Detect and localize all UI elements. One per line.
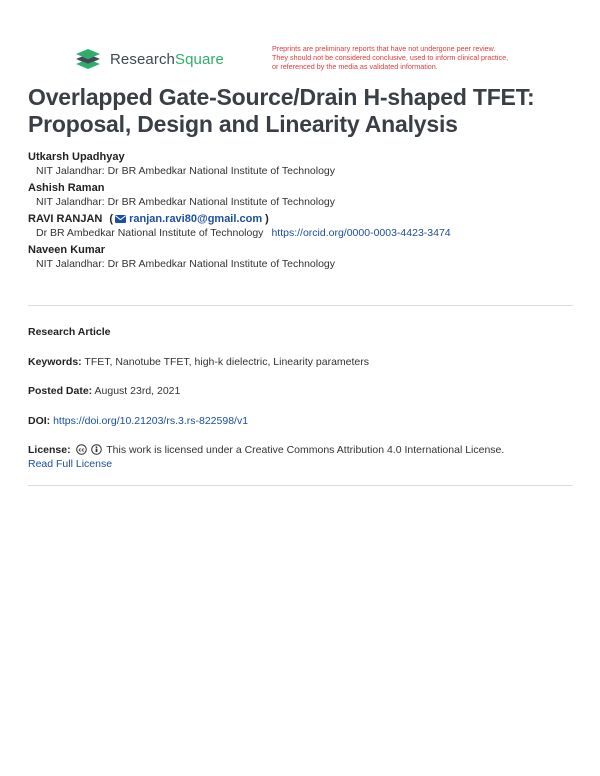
page-header (0, 0, 600, 80)
preprint-disclaimer (272, 44, 572, 71)
author-affiliation-row (28, 226, 576, 240)
license-row (28, 443, 576, 471)
doi-link[interactable]: https://doi.org/10.21203/rs.3.rs-822598/v1 (53, 415, 249, 427)
read-full-license-link[interactable]: Read Full License (28, 458, 113, 470)
corresponding-author (28, 212, 576, 226)
author-entry (28, 243, 576, 271)
author-name: Naveen Kumar (28, 244, 106, 256)
posted-date-row (28, 384, 576, 398)
section-divider (28, 485, 573, 486)
author-affiliation: NIT Jalandhar: Dr BR Ambedkar National Institute of Technology (36, 165, 336, 177)
keywords-label: Keywords: (28, 356, 82, 368)
author-affiliation: NIT Jalandhar: Dr BR Ambedkar National Institute of Technology (36, 196, 336, 208)
article-type: Research Article (28, 326, 111, 338)
doi-label: DOI: (28, 415, 51, 427)
posted-date-label: Posted Date: (28, 385, 93, 397)
research-square-logo[interactable] (74, 48, 224, 70)
author-entry (28, 181, 576, 209)
disclaimer-line: They should not be considered conclusive, used to inform clinical practice, (272, 53, 509, 62)
keywords-value: TFET, Nanotube TFET, high-k dielectric, Linearity parameters (84, 356, 370, 368)
svg-text:cc: cc (78, 447, 84, 454)
disclaimer-line: or referenced by the media as validated information. (272, 62, 438, 71)
paper-title (28, 84, 576, 138)
license-text: This work is licensed under a Creative Commons Attribution 4.0 International License. (106, 444, 505, 456)
research-square-logo-icon (74, 48, 102, 70)
title-line: Proposal, Design and Linearity Analysis (28, 111, 458, 137)
author-affiliation: NIT Jalandhar: Dr BR Ambedkar National Institute of Technology (36, 258, 336, 270)
logo-wordmark: ResearchSquare (110, 50, 224, 68)
email-close-paren: ) (265, 213, 269, 225)
author-name: RAVI RANJAN (28, 213, 103, 225)
by-icon[interactable] (91, 444, 102, 455)
disclaimer-line: Preprints are preliminary reports that have not undergone peer review. (272, 44, 496, 53)
envelope-icon (115, 215, 126, 223)
license-label: License: (28, 444, 71, 456)
doi-row (28, 414, 576, 428)
author-entry (28, 212, 576, 240)
author-name: Utkarsh Upadhyay (28, 151, 125, 163)
author-entry (28, 150, 576, 178)
author-email-link[interactable]: ranjan.ravi80@gmail.com (129, 213, 263, 225)
author-name: Ashish Raman (28, 182, 105, 194)
author-affiliation: Dr BR Ambedkar National Institute of Technology (36, 227, 264, 239)
section-divider (28, 305, 573, 306)
cc-icon[interactable] (76, 444, 87, 455)
posted-date-value: August 23rd, 2021 (94, 385, 181, 397)
email-open-paren: ( (109, 213, 114, 225)
orcid-link[interactable]: https://orcid.org/0000-0003-4423-3474 (271, 227, 451, 239)
keywords-row (28, 355, 576, 369)
author-list (28, 150, 576, 274)
title-line: Overlapped Gate-Source/Drain H-shaped TFET: (28, 84, 535, 110)
